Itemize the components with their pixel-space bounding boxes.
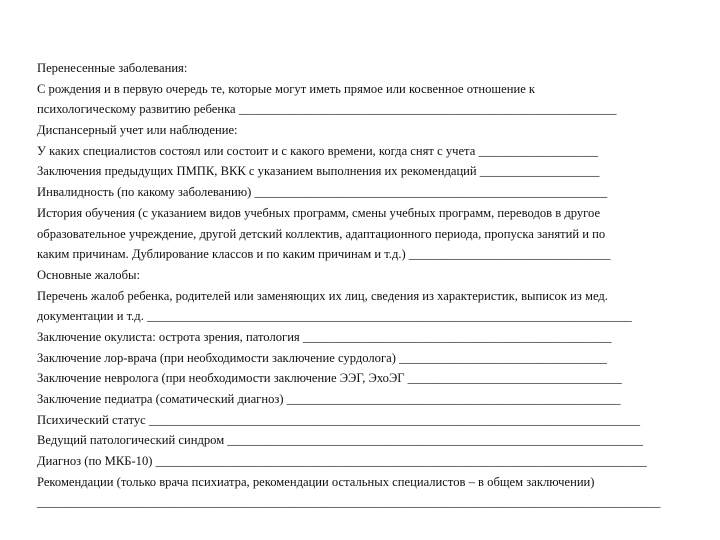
form-line-past-illnesses-desc: С рождения и в первую очередь те, которые могут иметь прямое или косвенное отношение к bbox=[37, 81, 536, 96]
form-line-ophthalmologist-field: Заключение окулиста: острота зрения, патология _________________________________________________ bbox=[37, 329, 612, 344]
form-line-pediatrician-field: Заключение педиатра (соматический диагноз) _____________________________________________________ bbox=[37, 392, 621, 406]
form-line-leading-syndrome-field: Ведущий патологический синдром __________________________________________________________________ bbox=[37, 433, 643, 448]
form-line-mental-status-field: Психический статус ______________________________________________________________________________ bbox=[37, 412, 641, 427]
form-line-education-history-1: История обучения (с указанием видов учебных программ, смены учебных программ, переводов в другое bbox=[37, 205, 601, 220]
form-line-specialists-field: У каких специалистов состоял или состоит и с какого времени, когда снят с учета ___________________ bbox=[37, 143, 599, 158]
clinical-form bbox=[37, 58, 693, 513]
form-line-complaints-desc: Перечень жалоб ребенка, родителей или заменяющих их лиц, сведения из характеристик, выписок из мед. bbox=[37, 288, 608, 303]
form-line-diagnosis-field: Диагноз (по МКБ-10) ______________________________________________________________________________ bbox=[37, 454, 647, 469]
form-line-psych-development-field: психологическому развитию ребенка ____________________________________________________________ bbox=[37, 102, 617, 117]
form-line-complaints-field: документации и т.д. _____________________________________________________________________________ bbox=[37, 309, 632, 324]
form-line-disability-field: Инвалидность (по какому заболеванию) ________________________________________________________ bbox=[37, 185, 608, 200]
form-line-complaints-heading: Основные жалобы: bbox=[37, 267, 140, 282]
form-line-dispensary-heading: Диспансерный учет или наблюдение: bbox=[37, 123, 238, 138]
form-line-education-history-2: образовательное учреждение, другой детский коллектив, адаптационного периода, пропуска занятий и по bbox=[37, 226, 606, 241]
form-line-ent-field: Заключение лор-врача (при необходимости заключение сурдолога) _________________________________ bbox=[37, 350, 607, 365]
form-line-recommendations-field: ___________________________________________________________________________________________________ bbox=[37, 495, 661, 510]
form-line-pmpk-vkk-field: Заключения предыдущих ПМПК, ВКК с указанием выполнения их рекомендаций ___________________ bbox=[37, 164, 600, 179]
form-line-past-illnesses-heading: Перенесенные заболевания: bbox=[37, 61, 188, 75]
form-line-neurologist-field: Заключение невролога (при необходимости заключение ЭЭГ, ЭхоЭГ __________________________________ bbox=[37, 371, 622, 386]
form-line-recommendations-heading: Рекомендации (только врача психиатра, рекомендации остальных специалистов – в общем заключении) bbox=[37, 474, 595, 489]
form-line-education-history-field: каким причинам. Дублирование классов и по каким причинам и т.д.) ________________________________ bbox=[37, 247, 611, 262]
